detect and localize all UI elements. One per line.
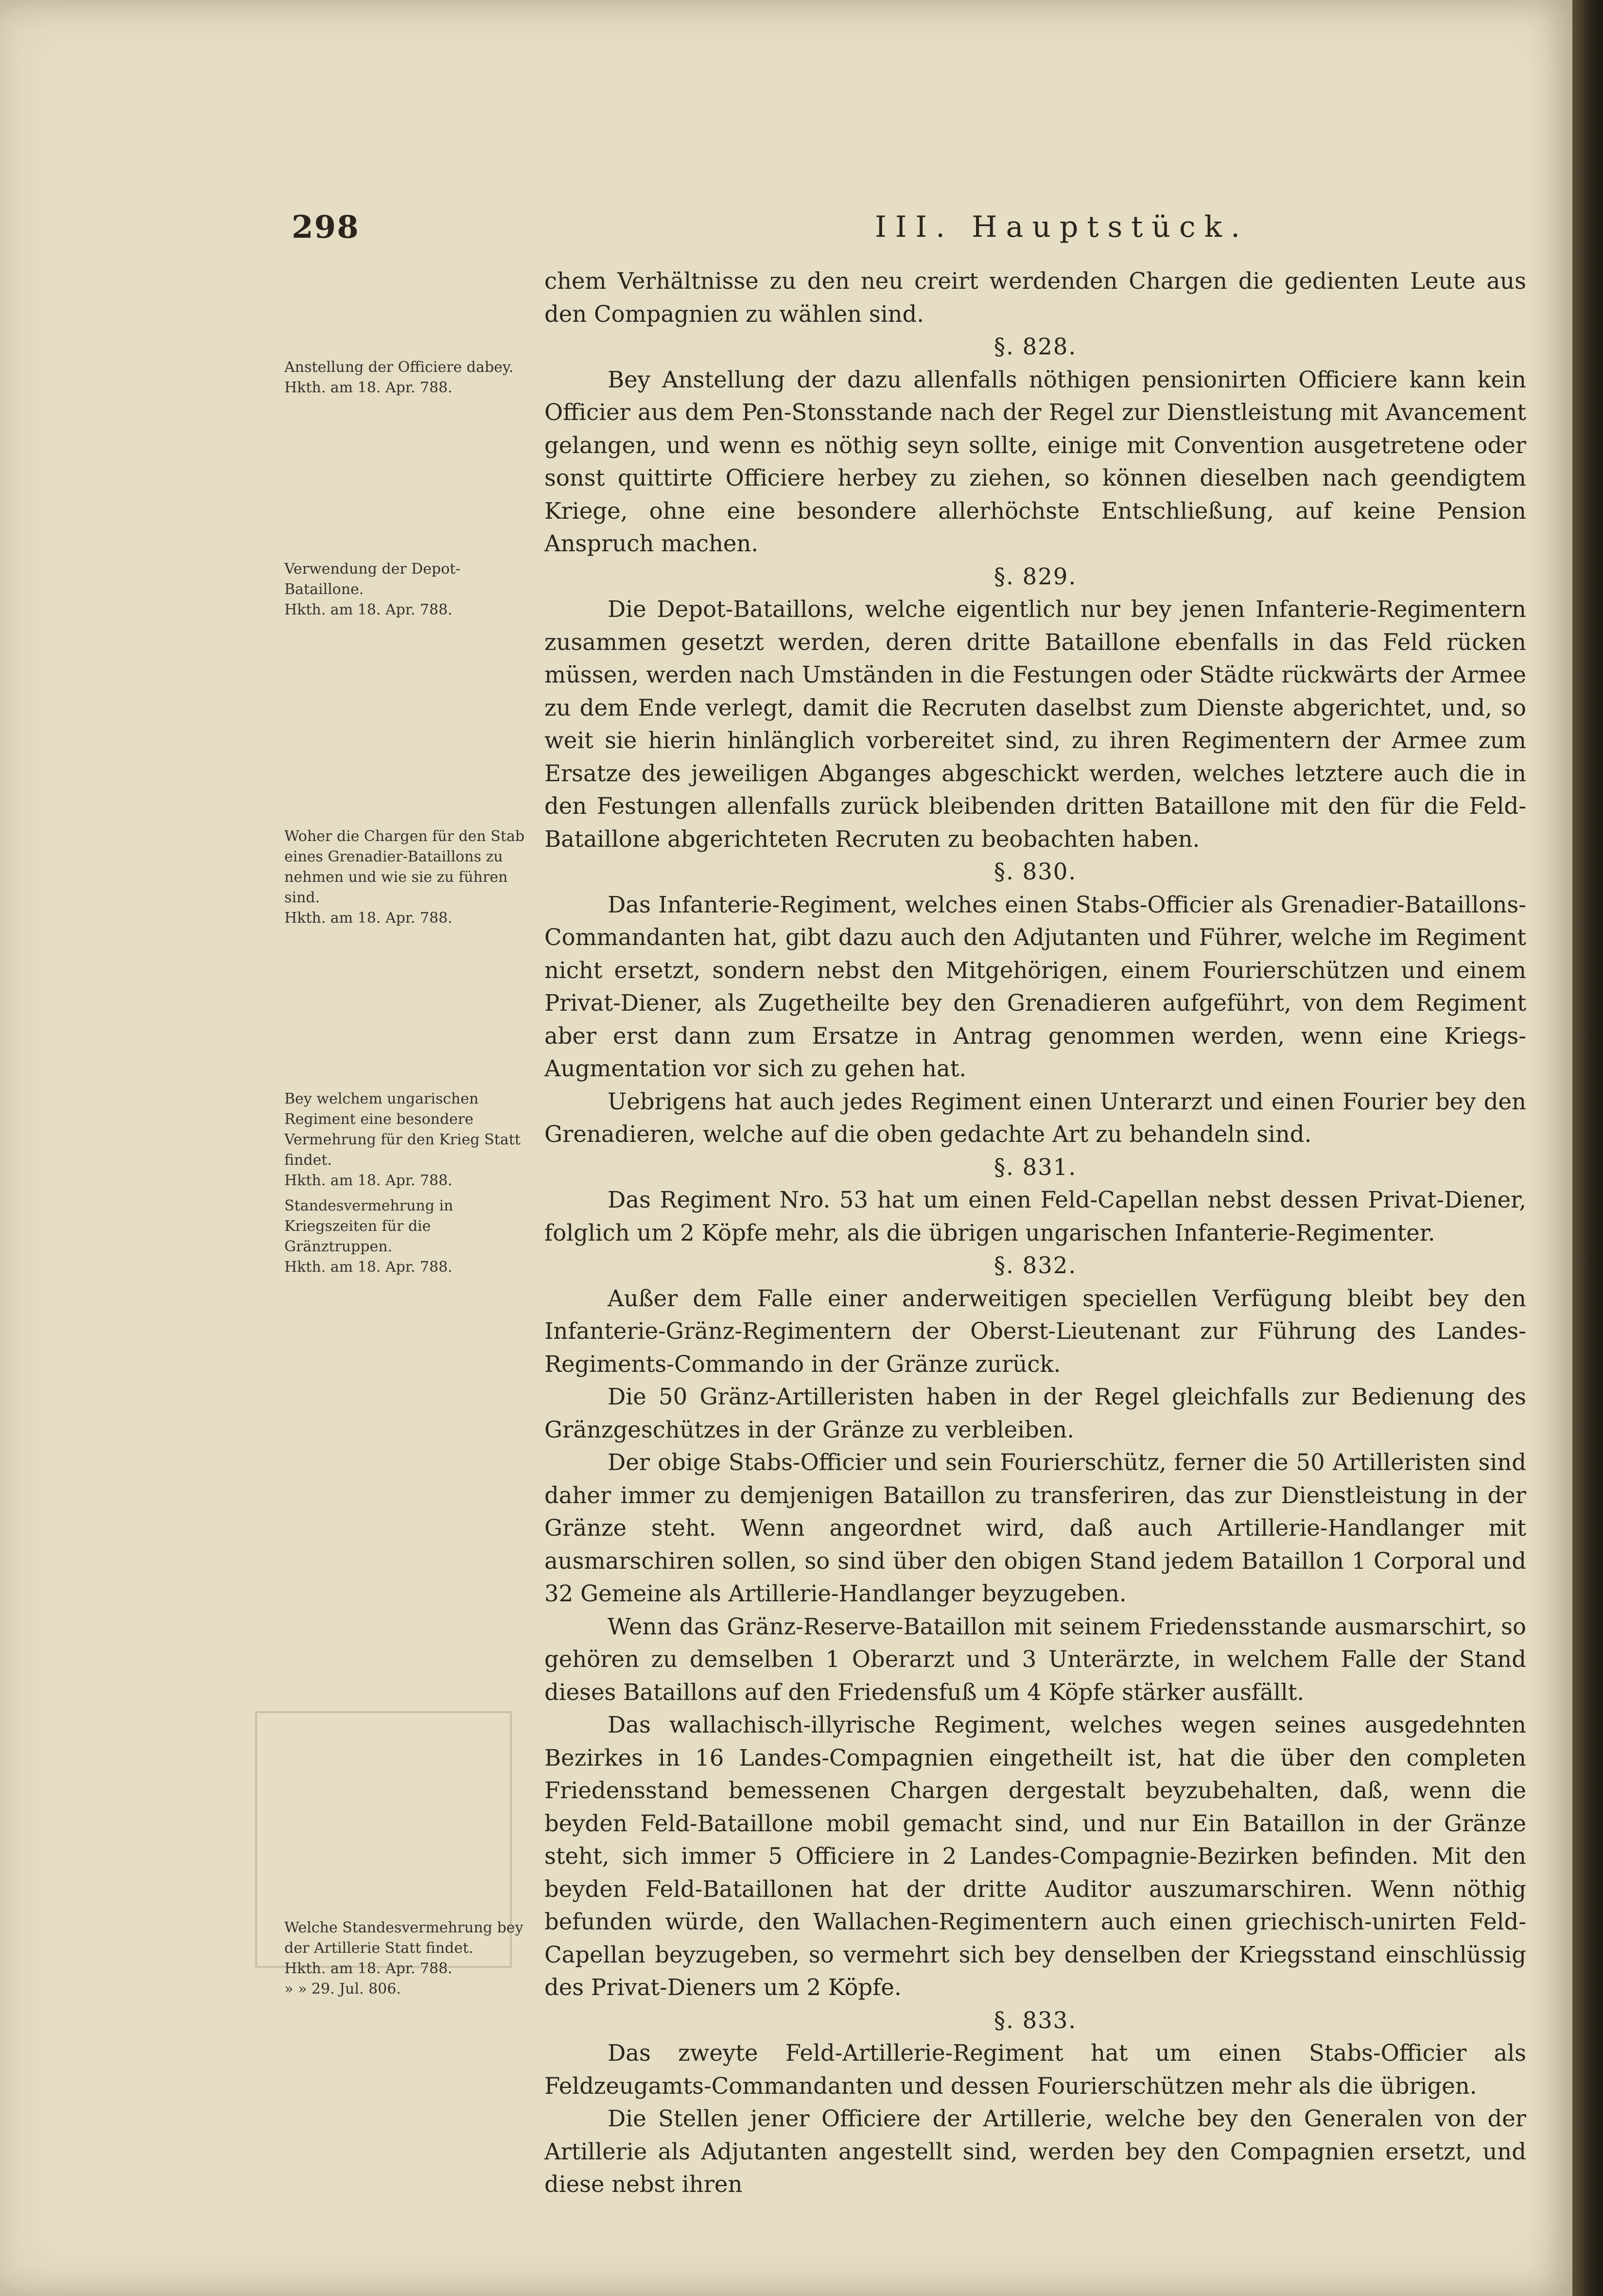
main-text xyxy=(544,265,1526,2201)
paragraph: Das Regiment Nro. 53 hat um einen Feld-Capellan nebst dessen Privat-Diener, folglich um 2 Köpfe mehr, als die übrigen ungarischen Infanterie-Regimenter. xyxy=(544,1187,1526,1246)
margin-note-reference: » » 29. Jul. 806. xyxy=(284,1981,401,1998)
section-heading: §. 833. xyxy=(993,2007,1077,2033)
paragraph: Der obige Stabs-Officier und sein Fourierschütz, ferner die 50 Artilleristen sind daher immer zu demjenigen Bataillon zu transferiren, das zur Dienstleistung in der Gränze steht. Wenn angeordnet wird, daß auch Artillerie-Handlanger mit ausmarschiren sollen, so sind über den obigen Stand jedem Bataillon 1 Corporal und 32 Gemeine als Artillerie-Handlanger beyzugeben. xyxy=(544,1449,1526,1607)
margin-note-title: Verwendung der Depot-Bataillone. xyxy=(284,561,461,598)
paragraph: chem Verhältnisse zu den neu creirt werdenden Chargen die gedienten Leute aus den Compagnien zu wählen sind. xyxy=(544,268,1526,327)
paragraph: Die 50 Gränz-Artilleristen haben in der Regel gleichfalls zur Bedienung des Gränzgeschützes in der Gränze zu verbleiben. xyxy=(544,1384,1526,1443)
page-number: 298 xyxy=(292,209,360,245)
margin-note-title: Bey welchem ungarischen Regiment eine besondere Vermehrung für den Krieg Statt findet. xyxy=(284,1090,521,1169)
margin-note-title: Welche Standesvermehrung bey der Artillerie Statt findet. xyxy=(284,1919,523,1957)
book-gutter xyxy=(1572,0,1603,2296)
running-head: III. Hauptstück. xyxy=(875,210,1249,244)
paragraph: Das zweyte Feld-Artillerie-Regiment hat um einen Stabs-Officier als Feldzeugamts-Commandanten und dessen Fourierschützen mehr als die übrigen. xyxy=(544,2040,1526,2099)
margin-note xyxy=(284,1196,537,1278)
margin-note-reference: Hkth. am 18. Apr. 788. xyxy=(284,910,453,927)
paragraph: Das wallachisch-illyrische Regiment, welches wegen seines ausgedehnten Bezirkes in 16 Landes-Compagnien eingetheilt ist, hat die über den completen Friedensstand bemessenen Chargen dergestalt beyzubehalten, daß, wenn die beyden Feld-Bataillone mobil gemacht sind, und nur Ein Bataillon in der Gränze steht, sich immer 5 Officiere in 2 Landes-Compagnie-Bezirken befinden. Mit den beyden Feld-Bataillonen hat der dritte Auditor auszumarschiren. Wenn nöthig befunden würde, den Wallachen-Regimentern auch einen griechisch-unirten Feld-Capellan beyzugeben, so vermehrt sich bey denselben der Kriegsstand einschlüssig des Privat-Dieners um 2 Köpfe. xyxy=(544,1712,1526,2000)
margin-note-title: Woher die Chargen für den Stab eines Grenadier-Bataillons zu nehmen und wie sie zu führen sind. xyxy=(284,828,525,906)
margin-note-reference: Hkth. am 18. Apr. 788. xyxy=(284,1172,453,1189)
paragraph: Außer dem Falle einer anderweitigen speciellen Verfügung bleibt bey den Infanterie-Gränz-Regimentern der Oberst-Lieutenant zur Führung des Landes-Regiments-Commando in der Gränze zurück. xyxy=(544,1285,1526,1377)
page-header xyxy=(0,209,1572,248)
margin-note-reference: Hkth. am 18. Apr. 788. xyxy=(284,601,453,618)
section-heading: §. 832. xyxy=(993,1252,1077,1279)
margin-note-reference: Hkth. am 18. Apr. 788. xyxy=(284,1960,453,1977)
margin-note-reference: Hkth. am 18. Apr. 788. xyxy=(284,1259,453,1276)
paragraph: Die Depot-Bataillons, welche eigentlich nur bey jenen Infanterie-Regimentern zusammen gesetzt werden, deren dritte Bataillone ebenfalls in das Feld rücken müssen, werden nach Umständen in die Festungen oder Städte rückwärts der Armee zu dem Ende verlegt, damit die Recruten daselbst zum Dienste abgerichtet, und, so weit sie hierin hinlänglich vorbereitet sind, zu ihren Regimentern der Armee zum Ersatze des jeweiligen Abganges abgeschickt werden, welches letztere auch die in den Festungen allenfalls zurück bleibenden dritten Bataillone mit den für die Feld-Bataillone abgerichteten Recruten zu beobachten haben. xyxy=(544,596,1526,852)
margin-note xyxy=(284,1089,537,1191)
paragraph: Das Infanterie-Regiment, welches einen Stabs-Officier als Grenadier-Bataillons-Commandanten hat, gibt dazu auch den Adjutanten und Führer, welche im Regiment nicht ersetzt, sondern nebst den Mitgehörigen, einem Fourierschützen und einem Privat-Diener, als Zugetheilte bey den Grenadieren aufgeführt, von dem Regiment aber erst dann zum Ersatze in Antrag genommen werden, wenn eine Kriegs-Augmentation vor sich zu gehen hat. xyxy=(544,891,1526,1082)
margin-note xyxy=(284,826,537,929)
margin-note xyxy=(284,357,537,398)
paragraph: Die Stellen jener Officiere der Artillerie, welche bey den Generalen von der Artillerie als Adjutanten angestellt sind, werden bey den Compagnien ersetzt, und diese nebst ihren xyxy=(544,2105,1526,2197)
section-heading: §. 830. xyxy=(993,859,1077,885)
margin-note xyxy=(284,559,537,620)
margin-note-reference: Hkth. am 18. Apr. 788. xyxy=(284,379,453,396)
section-heading: §. 831. xyxy=(993,1154,1077,1180)
margin-note-title: Standesvermehrung in Kriegszeiten für die Gränztruppen. xyxy=(284,1197,453,1255)
paragraph: Bey Anstellung der dazu allenfalls nöthigen pensionirten Officiere kann kein Officier aus dem Pen-Stonsstande nach der Regel zur Dienstleistung mit Avancement gelangen, und wenn es nöthig seyn sollte, einige mit Convention ausgetretene oder sonst quittirte Officiere herbey zu ziehen, so können dieselben nach geendigtem Kriege, ohne eine besondere allerhöchste Entschließung, auf keine Pension Anspruch machen. xyxy=(544,366,1526,557)
margin-note-title: Anstellung der Officiere dabey. xyxy=(284,359,514,376)
section-heading: §. 828. xyxy=(993,333,1077,360)
margin-note xyxy=(284,1918,537,1999)
paragraph: Uebrigens hat auch jedes Regiment einen Unterarzt und einen Fourier bey den Grenadieren, welche auf die oben gedachte Art zu behandeln sind. xyxy=(544,1088,1526,1147)
section-heading: §. 829. xyxy=(993,563,1077,590)
paragraph: Wenn das Gränz-Reserve-Bataillon mit seinem Friedensstande ausmarschirt, so gehören zu demselben 1 Oberarzt und 3 Unterärzte, in welchem Falle der Stand dieses Bataillons auf den Friedensfuß um 4 Köpfe stärker ausfällt. xyxy=(544,1613,1526,1705)
